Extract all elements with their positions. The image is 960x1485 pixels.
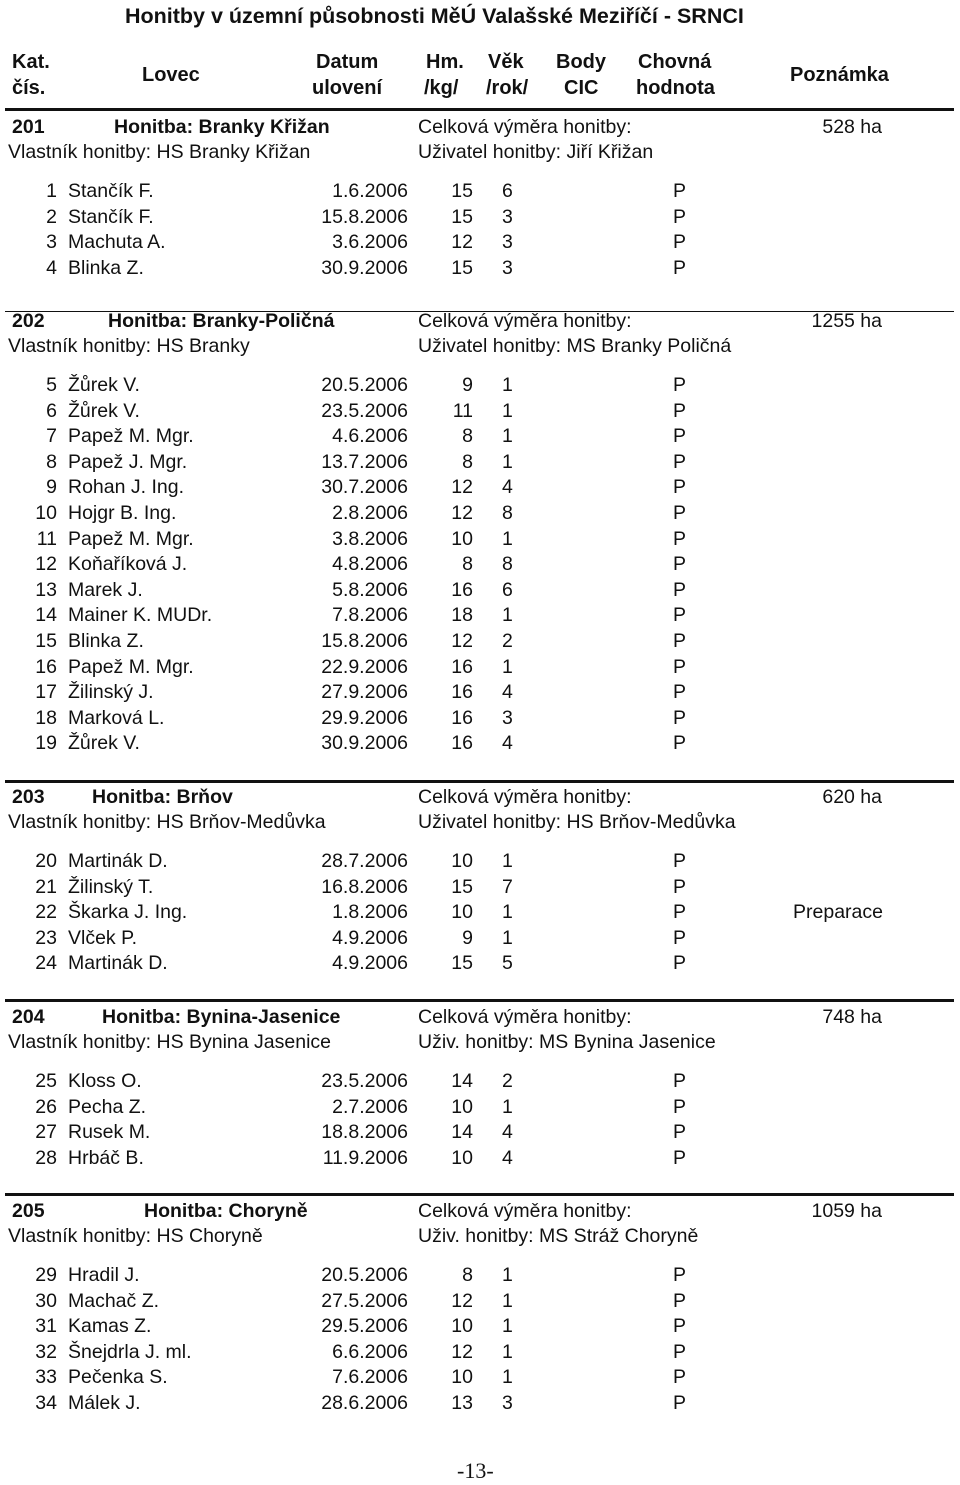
section-number: 204 — [12, 1006, 45, 1028]
catch-list — [0, 373, 960, 757]
row-number: 24 — [35, 952, 57, 975]
row-number: 26 — [35, 1095, 57, 1118]
breeding-value: P — [673, 850, 687, 872]
age: 1 — [502, 450, 513, 473]
catch-list — [0, 849, 960, 977]
breeding-value: P — [673, 901, 687, 924]
row-number: 3 — [46, 231, 57, 254]
breeding-value: P — [673, 450, 687, 473]
header-lovec: Lovec — [142, 64, 200, 86]
row-number: 4 — [46, 256, 57, 279]
area-value: 620 ha — [822, 786, 882, 808]
weight: 10 — [451, 901, 473, 924]
catch-date: 7.6.2006 — [332, 1366, 408, 1389]
row-number: 11 — [36, 527, 57, 550]
header-kat: Kat. — [12, 51, 50, 73]
owner-text: Vlastník honitby: HS Branky Křižan — [8, 141, 311, 163]
catch-date: 11.9.2006 — [322, 1146, 408, 1169]
weight: 12 — [451, 501, 473, 524]
user-text: Uživatel honitby: Jiří Křižan — [418, 141, 654, 163]
row-number: 5 — [46, 374, 57, 396]
breeding-value: P — [673, 425, 687, 448]
catch-row — [0, 875, 960, 901]
catch-row — [0, 424, 960, 450]
hunter-name: Kloss O. — [68, 1070, 142, 1092]
breeding-value: P — [673, 875, 687, 898]
hunter-name: Hradil J. — [68, 1264, 140, 1286]
age: 4 — [502, 681, 513, 704]
catch-row — [0, 1365, 960, 1391]
header-chovna: Chovná — [638, 51, 712, 73]
header-body: Body — [556, 51, 606, 73]
weight: 16 — [451, 578, 473, 601]
owner-text: Vlastník honitby: HS Branky — [8, 335, 250, 357]
hunter-name: Rohan J. Ing. — [68, 476, 184, 499]
hunter-name: Papež M. Mgr. — [68, 527, 194, 550]
catch-row — [0, 926, 960, 952]
catch-date: 6.6.2006 — [332, 1340, 408, 1363]
header-rule — [5, 108, 954, 111]
catch-date: 15.8.2006 — [321, 205, 408, 228]
weight: 15 — [451, 205, 473, 228]
catch-row — [0, 1289, 960, 1315]
hunter-name: Papež M. Mgr. — [68, 425, 194, 448]
section-name: Honitba: Choryně — [144, 1200, 308, 1222]
header-vek: Věk — [488, 51, 524, 73]
age: 8 — [502, 553, 513, 576]
header-uloveni: ulovení — [312, 77, 383, 99]
row-number: 16 — [35, 655, 57, 678]
weight: 15 — [451, 952, 473, 975]
section-number: 203 — [12, 786, 45, 808]
weight: 13 — [451, 1391, 473, 1414]
catch-row — [0, 1120, 960, 1146]
hunter-name: Papež J. Mgr. — [68, 450, 188, 473]
weight: 8 — [462, 1264, 473, 1286]
section-name: Honitba: Bynina-Jasenice — [102, 1006, 341, 1028]
row-number: 27 — [35, 1121, 57, 1144]
catch-date: 7.8.2006 — [332, 604, 408, 627]
age: 1 — [502, 425, 513, 448]
hunter-name: Papež M. Mgr. — [68, 655, 194, 678]
breeding-value: P — [673, 604, 687, 627]
user-text: Uživ. honitby: MS Stráž Choryně — [418, 1225, 699, 1247]
catch-date: 15.8.2006 — [321, 629, 408, 652]
user-text: Uživ. honitby: MS Bynina Jasenice — [418, 1031, 716, 1053]
age: 1 — [502, 1095, 513, 1118]
hunter-name: Pečenka S. — [68, 1366, 168, 1389]
breeding-value: P — [673, 706, 687, 729]
area-label: Celková výměra honitby: — [418, 1200, 632, 1222]
weight: 10 — [451, 1366, 473, 1389]
row-number: 33 — [35, 1366, 57, 1389]
weight: 14 — [451, 1070, 473, 1092]
breeding-value: P — [673, 374, 687, 396]
hunter-name: Žůrek V. — [68, 374, 140, 396]
catch-date: 16.8.2006 — [321, 875, 408, 898]
owner-text: Vlastník honitby: HS Brňov-Medůvka — [8, 811, 326, 833]
area-label: Celková výměra honitby: — [418, 310, 632, 332]
catch-row — [0, 731, 960, 757]
catch-row — [0, 849, 960, 875]
breeding-value: P — [673, 926, 687, 949]
catch-row — [0, 706, 960, 732]
breeding-value: P — [673, 1366, 687, 1389]
age: 1 — [502, 527, 513, 550]
catch-date: 28.7.2006 — [321, 850, 408, 872]
header-cic: CIC — [564, 77, 599, 99]
catch-date: 4.6.2006 — [332, 425, 408, 448]
row-number: 23 — [35, 926, 57, 949]
age: 3 — [502, 706, 513, 729]
age: 6 — [502, 180, 513, 202]
header-hm: Hm. — [426, 51, 464, 73]
age: 5 — [502, 952, 513, 975]
weight: 10 — [451, 1095, 473, 1118]
row-number: 7 — [46, 425, 57, 448]
section-divider — [5, 999, 954, 1002]
row-number: 32 — [35, 1340, 57, 1363]
area-value: 1059 ha — [811, 1200, 882, 1222]
section-divider — [5, 780, 954, 783]
hunter-name: Martinák D. — [68, 952, 168, 975]
section-name: Honitba: Brňov — [92, 786, 233, 808]
area-label: Celková výměra honitby: — [418, 1006, 632, 1028]
catch-row — [0, 373, 960, 399]
age: 2 — [502, 1070, 513, 1092]
user-text: Uživatel honitby: MS Branky Poličná — [418, 335, 732, 357]
row-number: 8 — [46, 450, 57, 473]
hunter-name: Žůrek V. — [68, 399, 140, 422]
hunter-name: Machač Z. — [68, 1289, 160, 1312]
catch-date: 1.6.2006 — [332, 180, 408, 202]
row-number: 25 — [35, 1070, 57, 1092]
catch-date: 3.8.2006 — [332, 527, 408, 550]
catch-date: 18.8.2006 — [321, 1121, 408, 1144]
header-cis: čís. — [12, 77, 46, 99]
catch-row — [0, 256, 960, 282]
catch-row — [0, 205, 960, 231]
row-number: 12 — [35, 553, 57, 576]
weight: 9 — [462, 374, 473, 396]
weight: 16 — [451, 706, 473, 729]
hunter-name: Koňaříková J. — [68, 553, 188, 576]
breeding-value: P — [673, 205, 687, 228]
catch-row — [0, 951, 960, 977]
hunter-name: Kamas Z. — [68, 1315, 152, 1338]
breeding-value: P — [673, 476, 687, 499]
weight: 15 — [451, 875, 473, 898]
weight: 8 — [462, 553, 473, 576]
catch-row — [0, 578, 960, 604]
catch-row — [0, 552, 960, 578]
row-number: 14 — [35, 604, 57, 627]
weight: 15 — [451, 256, 473, 279]
catch-row — [0, 1146, 960, 1172]
age: 1 — [502, 1340, 513, 1363]
catch-date: 29.9.2006 — [321, 706, 408, 729]
weight: 12 — [451, 476, 473, 499]
row-number: 20 — [35, 850, 57, 872]
weight: 10 — [451, 1315, 473, 1338]
breeding-value: P — [673, 501, 687, 524]
row-number: 1 — [46, 180, 57, 202]
header-kg: /kg/ — [424, 77, 459, 99]
hunter-name: Pecha Z. — [68, 1095, 147, 1118]
catch-row — [0, 1263, 960, 1289]
row-number: 17 — [35, 681, 57, 704]
age: 7 — [502, 875, 513, 898]
breeding-value: P — [673, 256, 687, 279]
weight: 14 — [451, 1121, 473, 1144]
catch-date: 22.9.2006 — [321, 655, 408, 678]
breeding-value: P — [673, 578, 687, 601]
weight: 16 — [451, 655, 473, 678]
breeding-value: P — [673, 1070, 687, 1092]
row-number: 19 — [35, 732, 57, 755]
header-rok: /rok/ — [486, 77, 529, 99]
catch-row — [0, 629, 960, 655]
weight: 12 — [451, 231, 473, 254]
section-name: Honitba: Branky-Poličná — [108, 310, 335, 332]
catch-row — [0, 1069, 960, 1095]
catch-row — [0, 1314, 960, 1340]
hunter-name: Blinka Z. — [68, 256, 144, 279]
age: 1 — [502, 374, 513, 396]
catch-row — [0, 527, 960, 553]
catch-row — [0, 399, 960, 425]
breeding-value: P — [673, 1391, 687, 1414]
age: 1 — [502, 1289, 513, 1312]
catch-row — [0, 1095, 960, 1121]
catch-date: 4.8.2006 — [332, 553, 408, 576]
row-number: 30 — [35, 1289, 57, 1312]
catch-row — [0, 179, 960, 205]
catch-date: 20.5.2006 — [321, 1264, 408, 1286]
row-number: 21 — [35, 875, 57, 898]
section-number: 202 — [12, 310, 45, 332]
weight: 8 — [462, 450, 473, 473]
age: 1 — [502, 1264, 513, 1286]
age: 1 — [502, 1315, 513, 1338]
age: 8 — [502, 501, 513, 524]
row-number: 22 — [35, 901, 57, 924]
catch-list — [0, 179, 960, 281]
catch-row — [0, 1340, 960, 1366]
breeding-value: P — [673, 1289, 687, 1312]
owner-text: Vlastník honitby: HS Choryně — [8, 1225, 263, 1247]
hunter-name: Martinák D. — [68, 850, 168, 872]
catch-row — [0, 603, 960, 629]
breeding-value: P — [673, 655, 687, 678]
catch-row — [0, 655, 960, 681]
weight: 12 — [451, 1289, 473, 1312]
age: 2 — [502, 629, 513, 652]
section-name: Honitba: Branky Křižan — [114, 116, 330, 138]
breeding-value: P — [673, 1340, 687, 1363]
page-title: Honitby v územní působnosti MěÚ Valašské Meziříčí - SRNCI — [125, 4, 744, 28]
section-divider — [5, 1193, 954, 1196]
note-text: Preparace — [793, 901, 883, 924]
header-poznamka: Poznámka — [790, 64, 889, 86]
catch-date: 5.8.2006 — [332, 578, 408, 601]
catch-date: 3.6.2006 — [332, 231, 408, 254]
row-number: 18 — [35, 706, 57, 729]
hunter-name: Žilinský J. — [68, 681, 154, 704]
breeding-value: P — [673, 399, 687, 422]
weight: 9 — [462, 926, 473, 949]
area-value: 528 ha — [822, 116, 882, 138]
weight: 10 — [451, 850, 473, 872]
age: 4 — [502, 1146, 513, 1169]
weight: 18 — [451, 604, 473, 627]
weight: 12 — [451, 1340, 473, 1363]
header-hodnota: hodnota — [636, 77, 715, 99]
hunter-name: Stančík F. — [68, 180, 154, 202]
catch-date: 4.9.2006 — [332, 926, 408, 949]
breeding-value: P — [673, 553, 687, 576]
hunter-name: Vlček P. — [68, 926, 138, 949]
weight: 10 — [451, 1146, 473, 1169]
breeding-value: P — [673, 527, 687, 550]
row-number: 13 — [35, 578, 57, 601]
catch-row — [0, 230, 960, 256]
catch-date: 29.5.2006 — [321, 1315, 408, 1338]
catch-date: 30.7.2006 — [321, 476, 408, 499]
row-number: 15 — [35, 629, 57, 652]
age: 1 — [502, 850, 513, 872]
breeding-value: P — [673, 1121, 687, 1144]
catch-list — [0, 1263, 960, 1417]
age: 4 — [502, 732, 513, 755]
age: 1 — [502, 399, 513, 422]
header-datum: Datum — [316, 51, 379, 73]
hunter-name: Marková L. — [68, 706, 165, 729]
row-number: 29 — [35, 1264, 57, 1286]
hunter-name: Machuta A. — [68, 231, 166, 254]
breeding-value: P — [673, 732, 687, 755]
breeding-value: P — [673, 1315, 687, 1338]
age: 3 — [502, 256, 513, 279]
catch-row — [0, 1391, 960, 1417]
catch-date: 30.9.2006 — [321, 256, 408, 279]
catch-date: 30.9.2006 — [321, 732, 408, 755]
catch-date: 27.9.2006 — [321, 681, 408, 704]
catch-date: 20.5.2006 — [321, 374, 408, 396]
area-value: 1255 ha — [811, 310, 882, 332]
hunter-name: Marek J. — [68, 578, 143, 601]
hunter-name: Šnejdrla J. ml. — [68, 1340, 192, 1363]
catch-date: 4.9.2006 — [332, 952, 408, 975]
hunter-name: Stančík F. — [68, 205, 154, 228]
row-number: 28 — [35, 1146, 57, 1169]
row-number: 31 — [35, 1315, 57, 1338]
row-number: 34 — [35, 1391, 57, 1414]
section-number: 201 — [12, 116, 45, 138]
hunter-name: Málek J. — [68, 1391, 141, 1414]
breeding-value: P — [673, 1264, 687, 1286]
row-number: 10 — [35, 501, 57, 524]
catch-date: 27.5.2006 — [321, 1289, 408, 1312]
breeding-value: P — [673, 952, 687, 975]
user-text: Uživatel honitby: HS Brňov-Medůvka — [418, 811, 736, 833]
breeding-value: P — [673, 231, 687, 254]
catch-date: 2.7.2006 — [332, 1095, 408, 1118]
catch-row — [0, 680, 960, 706]
hunter-name: Hojgr B. Ing. — [68, 501, 177, 524]
age: 1 — [502, 604, 513, 627]
weight: 8 — [462, 425, 473, 448]
age: 3 — [502, 231, 513, 254]
age: 1 — [502, 901, 513, 924]
catch-row — [0, 501, 960, 527]
age: 4 — [502, 1121, 513, 1144]
weight: 16 — [451, 681, 473, 704]
catch-date: 2.8.2006 — [332, 501, 408, 524]
catch-date: 13.7.2006 — [321, 450, 408, 473]
row-number: 6 — [46, 399, 57, 422]
weight: 15 — [451, 180, 473, 202]
breeding-value: P — [673, 1146, 687, 1169]
weight: 12 — [451, 629, 473, 652]
catch-list — [0, 1069, 960, 1171]
catch-row — [0, 475, 960, 501]
breeding-value: P — [673, 681, 687, 704]
age: 1 — [502, 926, 513, 949]
page-number: -13- — [457, 1458, 494, 1483]
weight: 16 — [451, 732, 473, 755]
age: 1 — [502, 655, 513, 678]
age: 6 — [502, 578, 513, 601]
catch-row — [0, 900, 960, 926]
catch-row — [0, 450, 960, 476]
catch-date: 23.5.2006 — [321, 399, 408, 422]
weight: 11 — [452, 399, 473, 422]
age: 3 — [502, 1391, 513, 1414]
hunter-name: Škarka J. Ing. — [68, 901, 188, 924]
hunter-name: Hrbáč B. — [68, 1146, 144, 1169]
hunter-name: Mainer K. MUDr. — [68, 604, 213, 627]
age: 1 — [502, 1366, 513, 1389]
section-number: 205 — [12, 1200, 45, 1222]
area-label: Celková výměra honitby: — [418, 116, 632, 138]
catch-date: 1.8.2006 — [332, 901, 408, 924]
age: 4 — [502, 476, 513, 499]
breeding-value: P — [673, 180, 687, 202]
area-value: 748 ha — [822, 1006, 882, 1028]
catch-date: 23.5.2006 — [321, 1070, 408, 1092]
row-number: 2 — [46, 205, 57, 228]
hunter-name: Žůrek V. — [68, 732, 140, 755]
owner-text: Vlastník honitby: HS Bynina Jasenice — [8, 1031, 332, 1053]
hunter-name: Rusek M. — [68, 1121, 151, 1144]
weight: 10 — [451, 527, 473, 550]
breeding-value: P — [673, 1095, 687, 1118]
age: 3 — [502, 205, 513, 228]
row-number: 9 — [46, 476, 57, 499]
hunter-name: Žilinský T. — [68, 875, 154, 898]
hunter-name: Blinka Z. — [68, 629, 144, 652]
area-label: Celková výměra honitby: — [418, 786, 632, 808]
catch-date: 28.6.2006 — [321, 1391, 408, 1414]
breeding-value: P — [673, 629, 687, 652]
